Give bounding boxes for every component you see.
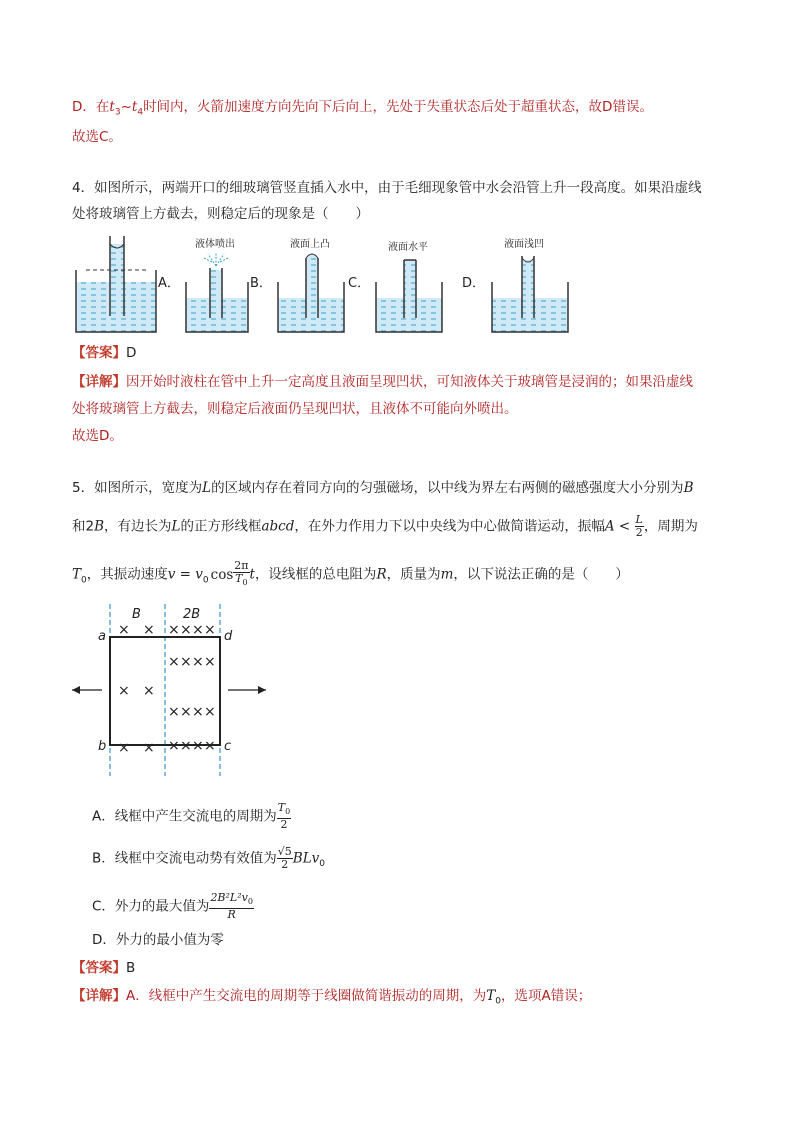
q5-answer: 【答案】B <box>72 960 136 976</box>
q4-label-b: B． <box>250 276 272 291</box>
field-cross: × <box>192 622 204 638</box>
q4-caption-c: 液面上凸 <box>290 239 330 250</box>
option-d-explanation: D．在$t_3\sim t_4$时间内，火箭加速度方向先向下后向上，先处于失重状态后处于超重状态，故D错误。 <box>72 99 653 118</box>
q4-label-a: A． <box>158 276 180 291</box>
conclusion-q3: 故选C。 <box>72 129 122 145</box>
q4-figure-b <box>186 237 272 332</box>
field-cross: × <box>168 704 180 720</box>
fraction-l-over-2: $\frac{L}{2}$ <box>635 513 643 539</box>
field-cross: × <box>192 738 204 754</box>
field-cross: × <box>143 740 155 756</box>
q4-caption-d: 液面浅凹 <box>504 239 544 250</box>
q5-option-b[interactable]: B．线框中交流电动势有效值为 $\frac{√5}{2}$ BLv$_0$ <box>92 845 326 871</box>
q4-figure-d <box>492 237 568 332</box>
q4-figure-original <box>76 236 180 332</box>
field-cross: × <box>143 683 155 699</box>
field-cross: × <box>180 738 192 754</box>
field-cross: × <box>143 622 155 638</box>
q5-stem-line3: $T_0$，其振动速度$v = v_0$ cos $\frac{2\pi}{T_0}$ t，设线框的总电阻为R，质量为m，以下说法正确的是（ ） <box>72 559 629 588</box>
q4-figure-c2 <box>376 240 485 332</box>
q4-label-d: D． <box>462 276 486 291</box>
field-cross: × <box>118 622 130 638</box>
q4-label-c: C． <box>348 276 371 291</box>
q4-answer: 【答案】D <box>72 345 137 361</box>
field-label-2b: 2B <box>183 607 201 622</box>
q4-caption-b: 液体喷出 <box>195 239 235 250</box>
vertex-b: b <box>98 739 107 754</box>
q4-caption-c2: 液面水平 <box>388 242 428 253</box>
q5-option-d[interactable]: D．外力的最小值为零 <box>92 932 224 948</box>
field-cross: × <box>180 654 192 670</box>
fraction-force-max: $\frac{2B^2L^2v_0}{R}$ <box>210 891 253 922</box>
q5-option-c[interactable]: C．外力的最大值为 $\frac{2B^2L^2v_0}{R}$ <box>92 891 253 922</box>
q4-stem-line2: 处将玻璃管上方截去，则稳定后的现象是（ ） <box>72 206 369 222</box>
vertex-d: d <box>224 629 233 644</box>
field-cross: × <box>204 622 216 638</box>
fraction-2pi-over-t0: $\frac{2\pi}{T_0}$ <box>234 559 249 588</box>
field-cross: × <box>168 738 180 754</box>
q5-figure <box>0 600 794 780</box>
field-cross: × <box>192 654 204 670</box>
q4-figure-c <box>278 237 370 332</box>
vertex-a: a <box>98 629 106 644</box>
field-cross: × <box>180 704 192 720</box>
q4-stem-line1: 4．如图所示，两端开口的细玻璃管竖直插入水中，由于毛细现象管中水会沿管上升一段高度。如果沿虚线 <box>72 180 702 196</box>
q5-detail-line1: 【详解】A．线框中产生交流电的周期等于线圈做简谐振动的周期，为$T_0$，选项A错误； <box>72 988 592 1007</box>
q4-detail-line1: 【详解】因开始时液柱在管中上升一定高度且液面呈现凹状，可知液体关于玻璃管是浸润的；如果沿虚线 <box>72 374 693 390</box>
fraction-t0-over-2: $\frac{T_0}{2}$ <box>277 801 291 832</box>
q4-conclusion: 故选D。 <box>72 428 123 444</box>
field-cross: × <box>168 654 180 670</box>
field-cross: × <box>180 622 192 638</box>
field-cross: × <box>204 704 216 720</box>
field-cross: × <box>118 683 130 699</box>
magnetic-field-crosses <box>118 622 216 756</box>
q5-stem-line2: 和2B，有边长为L的正方形线框abcd，在外力作用力下以中央线为中心做简谐运动，振幅A < $\frac{L}{2}$ ，周期为 <box>72 513 698 539</box>
q4-detail-line2: 处将玻璃管上方截去，则稳定后液面仍呈现凹状，且液体不可能向外喷出。 <box>72 401 518 417</box>
q5-option-a[interactable]: A．线框中产生交流电的周期为 $\frac{T_0}{2}$ <box>92 801 291 832</box>
field-cross: × <box>204 738 216 754</box>
field-cross: × <box>118 740 130 756</box>
vertex-c: c <box>224 739 232 754</box>
q5-stem-line1: 5．如图所示，宽度为L的区域内存在着同方向的匀强磁场，以中线为界左右两侧的磁感强度大小分别为B <box>72 480 694 496</box>
field-cross: × <box>204 654 216 670</box>
q4-figures <box>0 232 794 342</box>
field-cross: × <box>168 622 180 638</box>
field-label-b: B <box>132 607 141 622</box>
field-cross: × <box>192 704 204 720</box>
fraction-sqrt5-over-2: $\frac{√5}{2}$ <box>277 845 292 871</box>
